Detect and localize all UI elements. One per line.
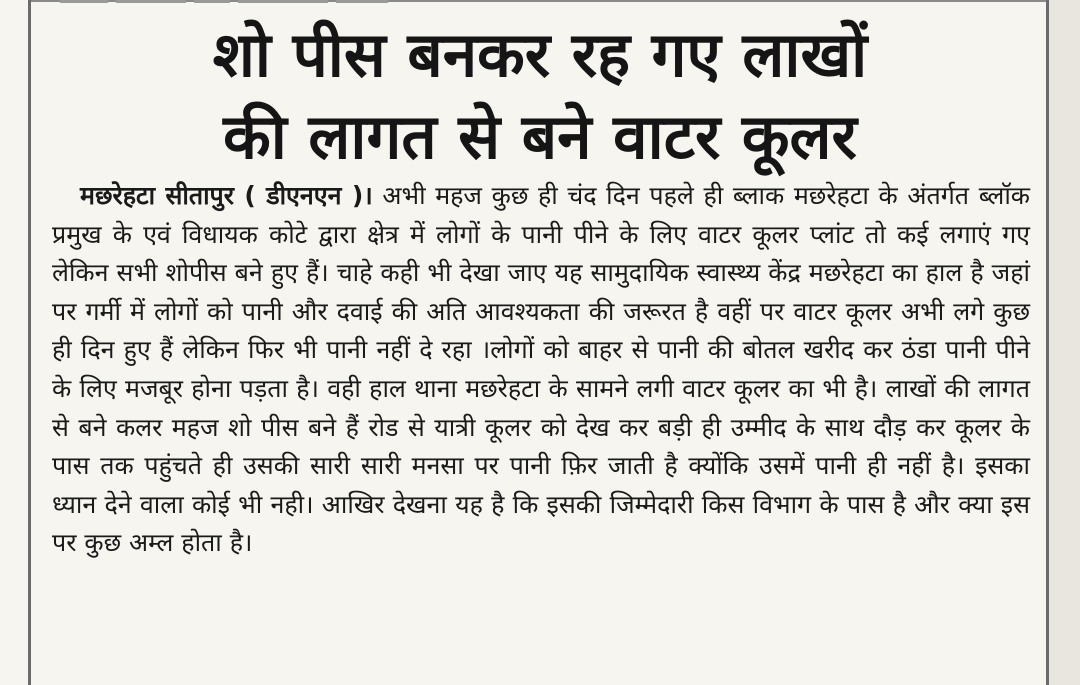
article-body — [52, 177, 1030, 563]
headline-line-1: शो पीस बनकर रह गए लाखों — [212, 18, 868, 91]
article-dateline: मछरेहटा सीतापुर ( डीएनएन )। — [80, 181, 373, 210]
article-headline — [40, 14, 1040, 178]
headline-line-2: की लागत से बने वाटर कूलर — [223, 100, 857, 173]
article-body-text: अभी महज कुछ ही चंद दिन पहले ही ब्लाक मछरेहटा के अंतर्गत ब्लॉक प्रमुख के एवं विधायक कोटे द्वारा क्षेत्र में लोगों के पानी पीने के लिए वाटर कूलर प्लांट तो कई लगाएं गए लेकिन सभी शोपीस बने हुए हैं। चाहे कही भी देखा जाए यह सामुदायिक स्वास्थ्य केंद्र मछरेहटा का हाल है जहां पर गर्मी में लोगों को पानी और दवाई की अति आवश्यकता की जरूरत है वहीं पर वाटर कूलर अभी लगे कुछ ही दिन हुए हैं लेकिन फिर भी पानी नहीं दे रहा ।लोगों को बाहर से पानी की बोतल खरीद कर ठंडा पानी पीने के लिए मजबूर होना पड़ता है। वही हाल थाना मछरेहटा के सामने लगी वाटर कूलर का भी है। लाखों की लागत से बने कलर महज शो पीस बने हैं रोड से यात्री कूलर को देख कर बड़ी ही उम्मीद के साथ दौड़ कर कूलर के पास तक पहुंचते ही उसकी सारी सारी मनसा पर पानी फ़िर जाती है क्योंकि उसमें पानी ही नहीं है। इसका ध्यान देने वाला कोई भी नही। आखिर देखना यह है कि इसकी जिम्मेदारी किस विभाग के पास है और क्या इस पर कुछ अम्ल होता है। — [52, 181, 1030, 558]
page-margin — [1049, 0, 1080, 685]
cut-off-previous-text — [60, 0, 420, 6]
clipping-left-border — [28, 0, 31, 685]
